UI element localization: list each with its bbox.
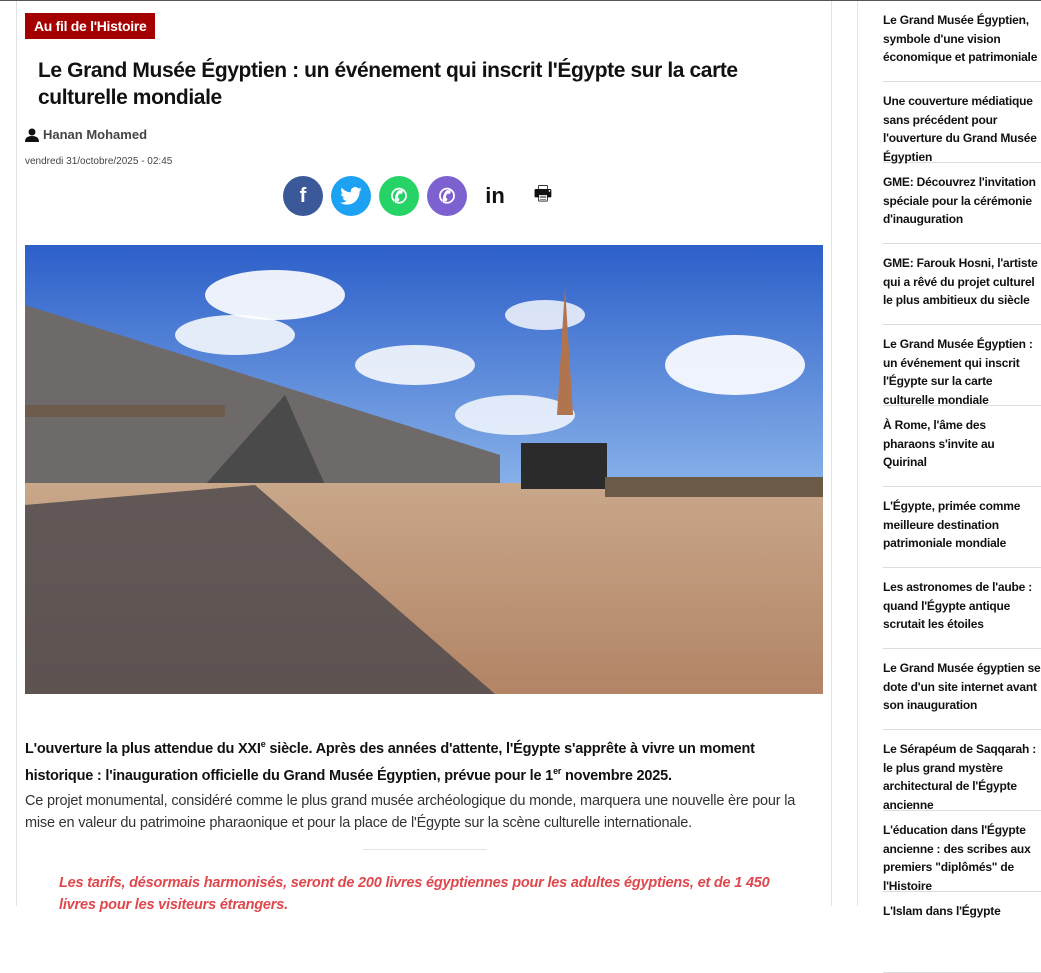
category-tag[interactable]: Au fil de l'Histoire	[25, 13, 155, 39]
facebook-icon: f	[299, 184, 307, 207]
related-article-title[interactable]: L'Islam dans l'Égypte	[883, 904, 1001, 918]
related-article-title[interactable]: Le Grand Musée Égyptien : un événement qui inscrit l'Égypte sur la carte culturelle mondiale	[883, 337, 1033, 407]
viber-icon: ✆	[438, 185, 456, 208]
linkedin-share-button[interactable]	[475, 176, 515, 216]
facebook-share-button[interactable]	[283, 176, 323, 216]
user-icon	[25, 128, 39, 142]
lead-text: novembre 2025.	[561, 767, 672, 784]
related-article[interactable]	[883, 325, 1041, 406]
related-article[interactable]	[883, 811, 1041, 892]
related-article-title[interactable]: GME: Farouk Hosni, l'artiste qui a rêvé du projet culturel le plus ambitieux du siècle	[883, 256, 1038, 307]
article-quote: Les tarifs, désormais harmonisés, seront de 200 livres égyptiennes pour les adultes égyptiens, et de 1 450 livres pour les visiteurs étrangers.	[59, 875, 770, 913]
related-article-title[interactable]: Le Sérapéum de Saqqarah : le plus grand mystère architectural de l'Égypte ancienne	[883, 742, 1037, 812]
article-photo	[25, 245, 823, 694]
related-article-title[interactable]: Le Grand Musée égyptien se dote d'un site internet avant son inauguration	[883, 661, 1041, 712]
author-line	[25, 127, 147, 142]
related-article-title[interactable]: L'éducation dans l'Égypte ancienne : des scribes aux premiers "diplômés" de l'Histoire	[883, 823, 1031, 893]
sidebar-divider	[857, 1, 858, 906]
article-body: Ce projet monumental, considéré comme le plus grand musée archéologique du monde, marquera une nouvelle ère pour la mise en valeur du patrimoine pharaonique et pour la place de l'Égypte sur la scène culturelle internationale.	[25, 793, 796, 831]
related-article-title[interactable]: Le Grand Musée Égyptien, symbole d'une vision économique et patrimoniale	[883, 13, 1038, 64]
lead-text: siècle. Après des années d'attente, l'Égypte s'apprête à vivre un moment historique : l'inauguration officielle du Grand Musée Égyptien, prévue pour le 1	[25, 740, 755, 784]
related-article-title[interactable]: Une couverture médiatique sans précédent pour l'ouverture du Grand Musée Égyptien	[883, 94, 1037, 164]
print-button[interactable]	[523, 176, 563, 216]
article-lead	[25, 733, 815, 787]
whatsapp-icon: ✆	[390, 185, 408, 208]
twitter-share-button[interactable]	[331, 176, 371, 216]
article-column	[16, 1, 832, 913]
lead-sup: er	[553, 765, 562, 776]
viber-share-button[interactable]	[427, 176, 467, 216]
twitter-icon	[340, 187, 362, 205]
related-article-title[interactable]: L'Égypte, primée comme meilleure destination patrimoniale mondiale	[883, 499, 1021, 550]
related-article[interactable]	[883, 892, 1041, 973]
related-article[interactable]	[883, 82, 1041, 163]
related-article[interactable]	[883, 730, 1041, 811]
related-article[interactable]	[883, 163, 1041, 244]
related-article-title[interactable]: Les astronomes de l'aube : quand l'Égypte antique scrutait les étoiles	[883, 580, 1033, 631]
related-article-title[interactable]: À Rome, l'âme des pharaons s'invite au Quirinal	[883, 418, 995, 469]
article-title: Le Grand Musée Égyptien : un événement qui inscrit l'Égypte sur la carte culturelle mondiale	[38, 59, 738, 109]
author-name[interactable]: Hanan Mohamed	[43, 127, 148, 142]
share-bar	[283, 176, 563, 216]
publish-date: vendredi 31/octobre/2025 - 02:45	[25, 156, 173, 167]
linkedin-icon: in	[485, 183, 505, 208]
related-article-title[interactable]: GME: Découvrez l'invitation spéciale pour la cérémonie d'inauguration	[883, 175, 1036, 226]
related-article[interactable]	[883, 568, 1041, 649]
related-article[interactable]	[883, 406, 1041, 487]
related-article[interactable]	[883, 487, 1041, 568]
related-articles-sidebar	[883, 1, 1041, 973]
lead-sup: e	[260, 739, 266, 749]
related-article[interactable]	[883, 1, 1041, 82]
related-article[interactable]	[883, 244, 1041, 325]
related-article[interactable]	[883, 649, 1041, 730]
divider	[363, 849, 487, 850]
print-icon: 🖶	[533, 183, 553, 205]
lead-text: L'ouverture la plus attendue du XXI	[25, 740, 261, 757]
whatsapp-share-button[interactable]	[379, 176, 419, 216]
